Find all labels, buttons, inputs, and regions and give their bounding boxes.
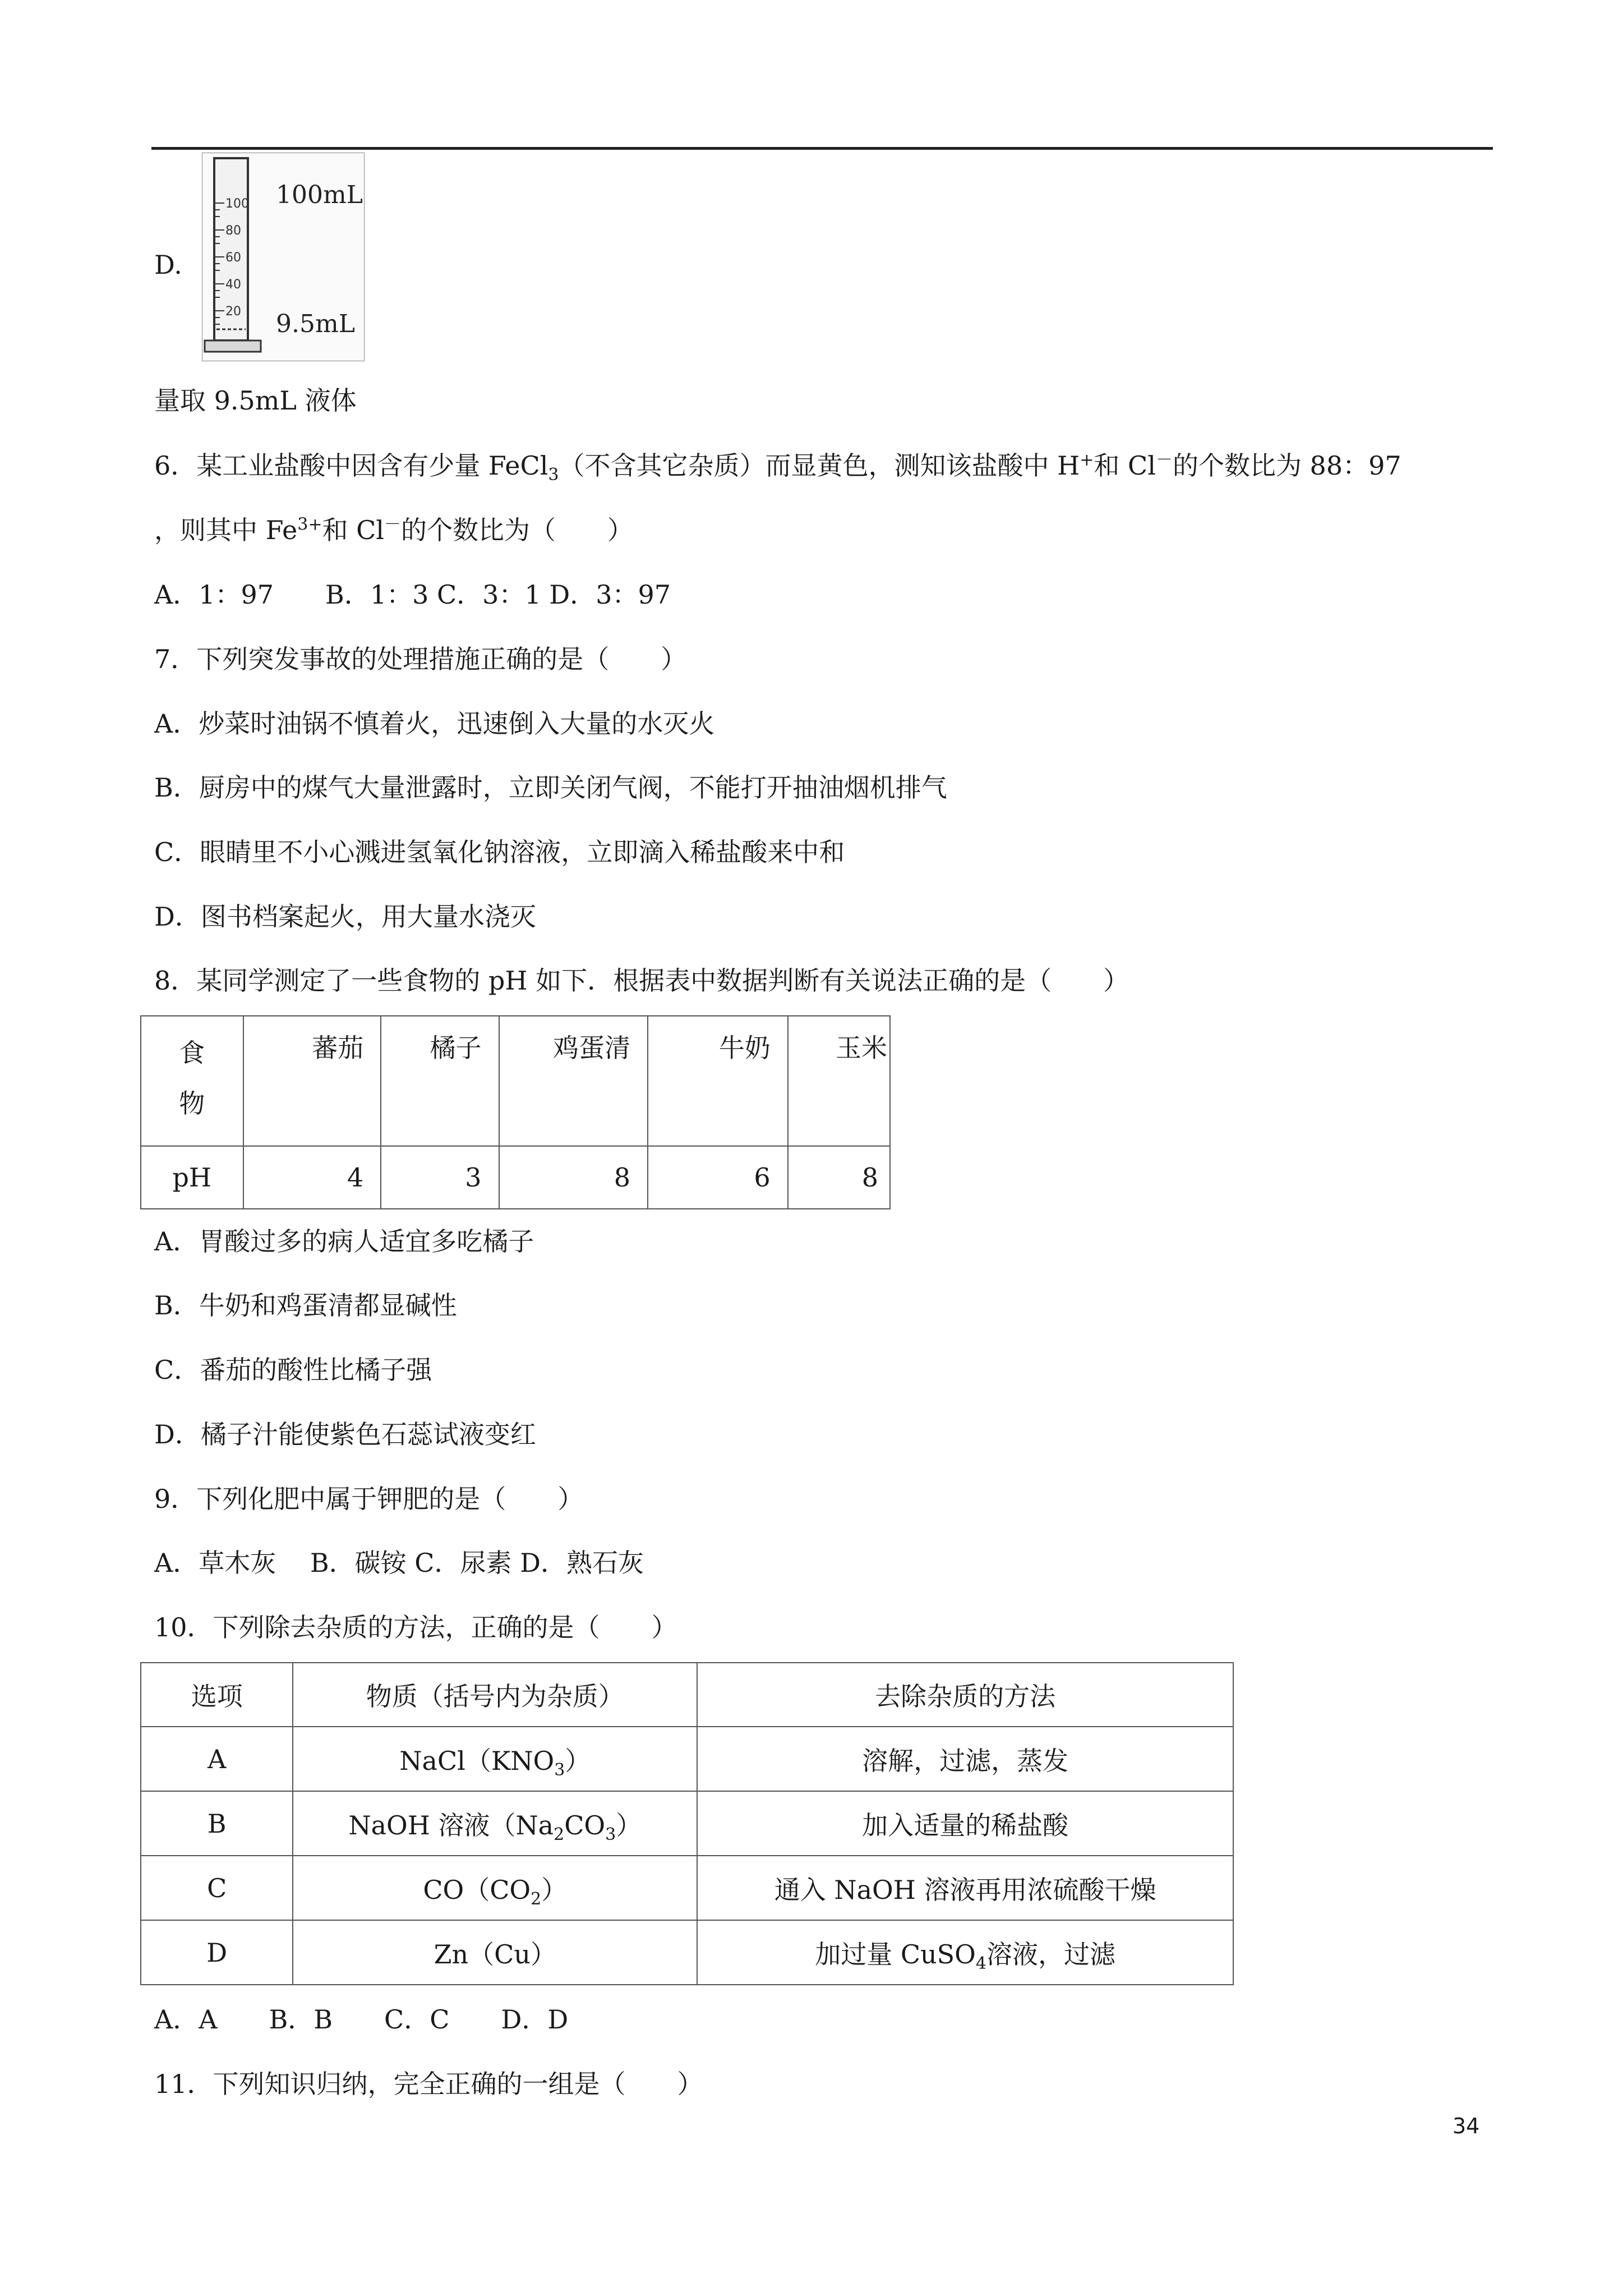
impurity-table bbox=[140, 1662, 1234, 1985]
table-cell: B bbox=[141, 1791, 293, 1856]
table-cell: 8 bbox=[499, 1146, 648, 1209]
table-cell: C bbox=[141, 1856, 293, 1920]
table-cell: $NaCl(KNO_3)$ bbox=[293, 1727, 697, 1791]
table-header-cell: 物质（括号内为杂质） bbox=[293, 1663, 697, 1727]
table-cell: 8 bbox=[788, 1146, 890, 1209]
q9-stem: 9．下列化肥中属于钾肥的是（ ） bbox=[154, 1484, 584, 1514]
table-cell: 通入 NaOH 溶液再用浓硫酸干燥 bbox=[697, 1856, 1233, 1920]
q8-stem: 8．某同学测定了一些食物的 pH 如下．根据表中数据判断有关说法正确的是（ ） bbox=[154, 965, 1129, 996]
header-rule bbox=[151, 147, 1493, 150]
graduated-cylinder-image bbox=[202, 153, 365, 361]
cylinder-lower-label: 9.5mL bbox=[276, 310, 355, 338]
tick-label: 60 bbox=[225, 251, 241, 265]
option-d-label: D. bbox=[154, 250, 182, 280]
table-header-cell: 蕃茄 bbox=[243, 1016, 381, 1146]
q6-line1: 6．某工业盐酸中因含有少量 FeCl$_3$（不含其它杂质）而显黄色，测知该盐酸中 H+和 Cl－的个数比为 88：97 bbox=[154, 450, 1401, 485]
q7-option-c: C．眼睛里不小心溅进氢氧化钠溶液，立即滴入稀盐酸来中和 bbox=[154, 837, 845, 867]
q6-line2: ，则其中 $Fe^{3+}$和 Cl－的个数比为（ ） bbox=[154, 514, 634, 545]
tick-label: 40 bbox=[225, 278, 241, 292]
cylinder-upper-label: 100mL bbox=[276, 181, 363, 209]
tick-label: 20 bbox=[225, 305, 241, 319]
table-cell: 4 bbox=[243, 1146, 381, 1209]
table-cell: NaOH 溶液$(Na_2CO_3)$ bbox=[293, 1791, 697, 1856]
table-header-cell: 牛奶 bbox=[648, 1016, 788, 1146]
table-header-cell: 食 物 bbox=[141, 1016, 243, 1146]
q7-option-a: A．炒菜时油锅不慎着火，迅速倒入大量的水灭火 bbox=[154, 708, 715, 739]
ph-table bbox=[140, 1015, 891, 1209]
tick-label: 80 bbox=[225, 224, 241, 238]
table-header-cell: 选项 bbox=[141, 1663, 293, 1727]
q8-option-b: B．牛奶和鸡蛋清都显碱性 bbox=[154, 1290, 457, 1320]
table-cell: 加过量 CuSO$_4$溶液，过滤 bbox=[697, 1920, 1233, 1985]
q9-options: A．草木灰 B．碳铵 C．尿素 D．熟石灰 bbox=[154, 1548, 644, 1578]
q8-option-c: C．番茄的酸性比橘子强 bbox=[154, 1355, 432, 1385]
table-cell: 加入适量的稀盐酸 bbox=[697, 1791, 1233, 1856]
q10-stem: 10．下列除去杂质的方法，正确的是（ ） bbox=[154, 1612, 677, 1642]
table-header-cell: 橘子 bbox=[381, 1016, 499, 1146]
q7-option-d: D．图书档案起火，用大量水浇灭 bbox=[154, 901, 536, 932]
table-cell: $CO(CO_2)$ bbox=[293, 1856, 697, 1920]
q11-stem: 11．下列知识归纳，完全正确的一组是（ ） bbox=[154, 2069, 703, 2099]
table-header-cell: 鸡蛋清 bbox=[499, 1016, 648, 1146]
table-cell: D bbox=[141, 1920, 293, 1985]
option-d-caption: 量取 9.5mL 液体 bbox=[154, 385, 357, 416]
table-cell: 3 bbox=[381, 1146, 499, 1209]
table-cell: 溶解，过滤，蒸发 bbox=[697, 1727, 1233, 1791]
table-cell: pH bbox=[141, 1146, 243, 1209]
q6-options: A．1：97 B．1：3 C．3：1 D．3：97 bbox=[154, 579, 671, 610]
table-cell: 6 bbox=[648, 1146, 788, 1209]
q7-stem: 7．下列突发事故的处理措施正确的是（ ） bbox=[154, 644, 687, 674]
q7-option-b: B．厨房中的煤气大量泄露时，立即关闭气阀，不能打开抽油烟机排气 bbox=[154, 772, 947, 803]
q8-option-d: D．橘子汁能使紫色石蕊试液变红 bbox=[154, 1419, 536, 1450]
q8-option-a: A．胃酸过多的病人适宜多吃橘子 bbox=[154, 1226, 534, 1257]
table-cell: A bbox=[141, 1727, 293, 1791]
tick-label: 100 bbox=[225, 197, 249, 211]
table-header-cell: 去除杂质的方法 bbox=[697, 1663, 1233, 1727]
q10-options: A．A B．B C．C D．D bbox=[154, 2004, 569, 2035]
table-header-cell: 玉米 bbox=[788, 1016, 890, 1146]
table-cell: Zn（Cu） bbox=[293, 1920, 697, 1985]
page-number: 34 bbox=[1453, 2114, 1480, 2138]
